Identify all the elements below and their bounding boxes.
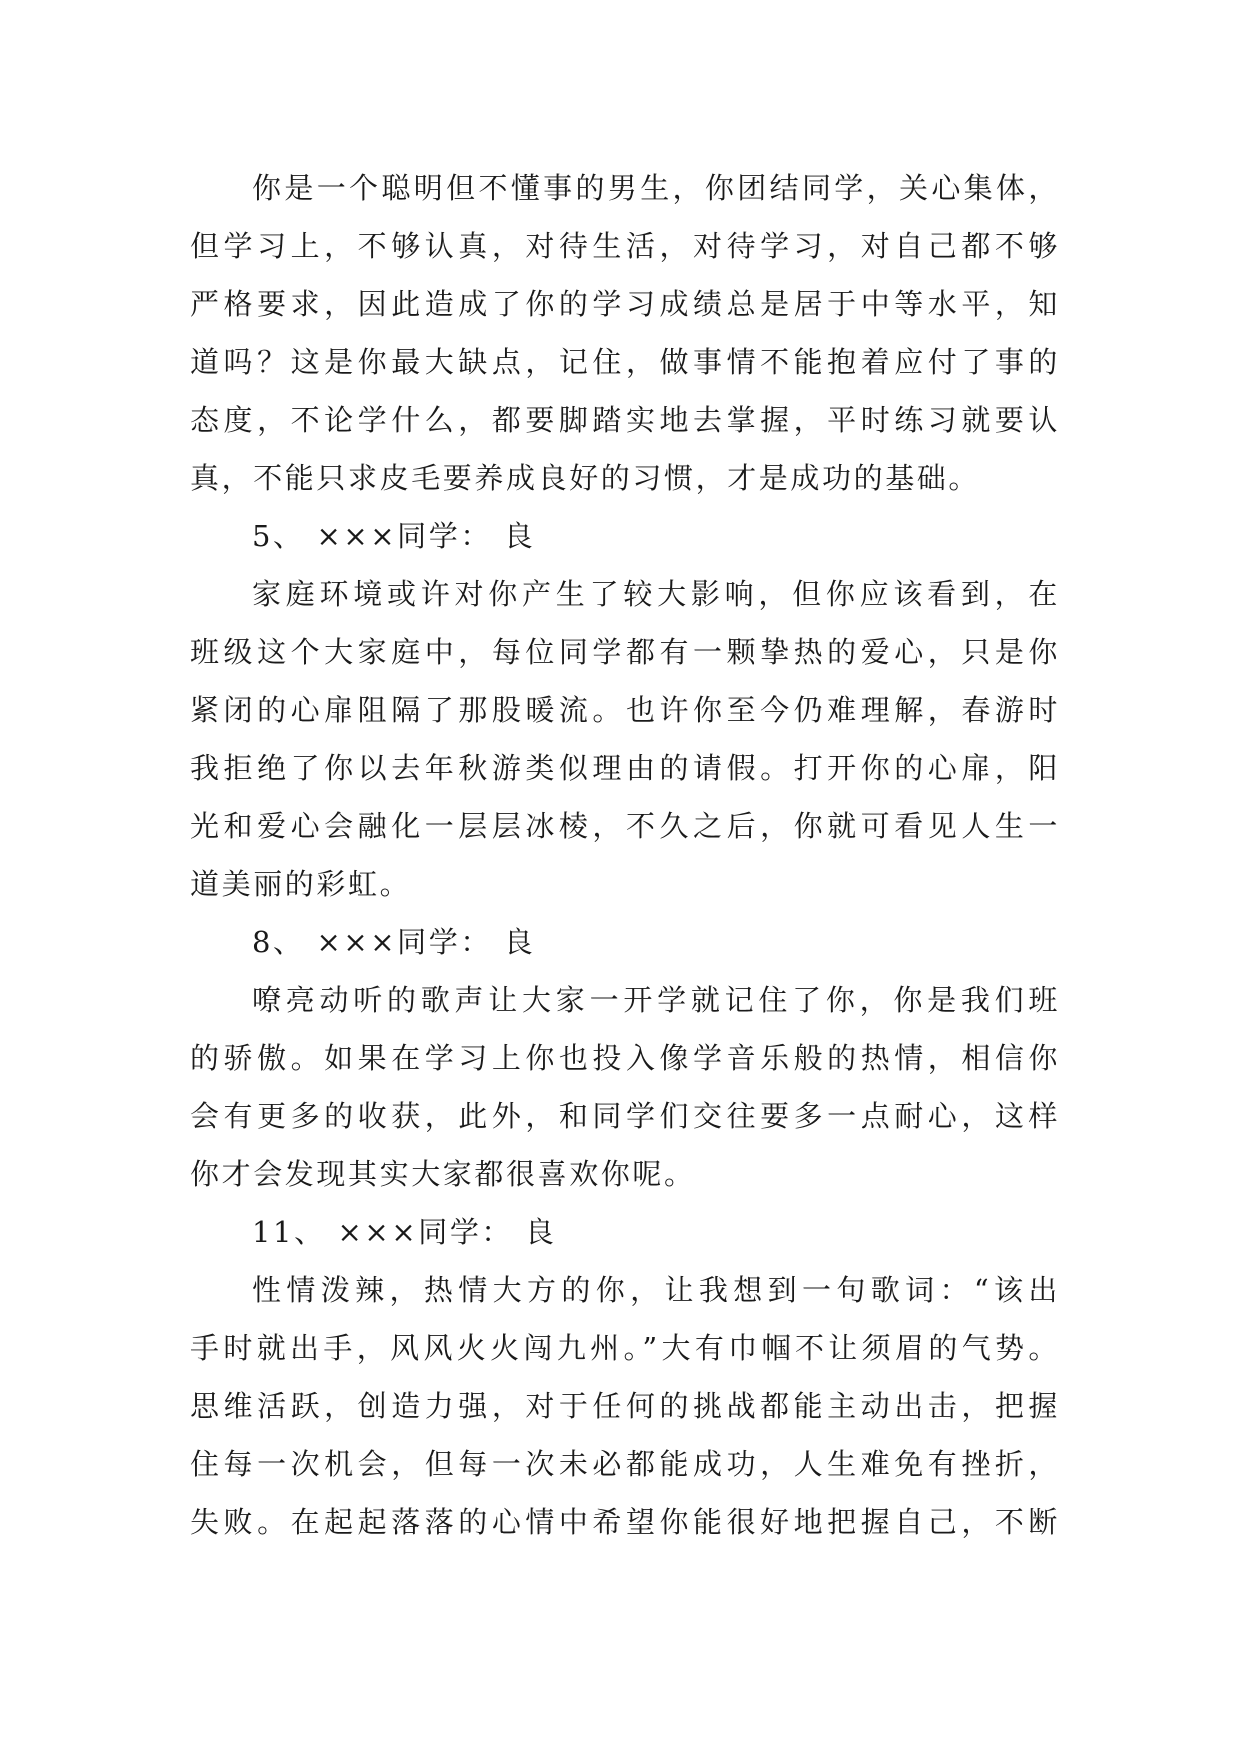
text-line: 你是一个聪明但不懂事的男生，你团结同学，关心集体， (252, 171, 1060, 205)
text-line: 态度，不论学什么，都要脚踏实地去掌握，平时练习就要认 (190, 403, 1060, 437)
text-line: 家庭环境或许对你产生了较大影响，但你应该看到，在 (252, 577, 1060, 611)
text-line: 但学习上，不够认真，对待生活，对待学习，对自己都不够 (190, 229, 1060, 263)
text-line: 光和爱心会融化一层层冰棱，不久之后，你就可看见人生一 (190, 809, 1060, 843)
text-line: 的骄傲。如果在学习上你也投入像学音乐般的热情，相信你 (190, 1041, 1060, 1075)
text-line: 我拒绝了你以去年秋游类似理由的请假。打开你的心扉，阳 (190, 751, 1060, 785)
text-line: 真，不能只求皮毛要养成良好的习惯，才是成功的基础。 (190, 461, 981, 495)
student-heading: 8、 ×××同学： 良 (252, 925, 536, 959)
text-line: 严格要求，因此造成了你的学习成绩总是居于中等水平，知 (190, 287, 1060, 321)
text-line: 班级这个大家庭中，每位同学都有一颗挚热的爱心，只是你 (190, 635, 1060, 669)
text-line: 思维活跃，创造力强，对于任何的挑战都能主动出击，把握 (190, 1389, 1060, 1423)
text-line: 紧闭的心扉阻隔了那股暖流。也许你至今仍难理解，春游时 (190, 693, 1060, 727)
text-line: 失败。在起起落落的心情中希望你能很好地把握自己，不断 (190, 1505, 1060, 1539)
student-heading: 11、 ×××同学： 良 (252, 1215, 557, 1249)
text-line: 会有更多的收获，此外，和同学们交往要多一点耐心，这样 (190, 1099, 1060, 1133)
text-line: 你才会发现其实大家都很喜欢你呢。 (190, 1157, 696, 1191)
student-heading: 5、 ×××同学： 良 (252, 519, 536, 553)
text-line: 道吗？这是你最大缺点，记住，做事情不能抱着应付了事的 (190, 345, 1060, 379)
text-line: 住每一次机会，但每一次未必都能成功，人生难免有挫折， (190, 1447, 1060, 1481)
text-line: 嘹亮动听的歌声让大家一开学就记住了你，你是我们班 (252, 983, 1060, 1017)
text-line: 手时就出手，风风火火闯九州。”大有巾帼不让须眉的气势。 (190, 1331, 1060, 1365)
text-line: 性情泼辣，热情大方的你，让我想到一句歌词：“该出 (252, 1273, 1060, 1307)
text-line: 道美丽的彩虹。 (190, 867, 412, 901)
